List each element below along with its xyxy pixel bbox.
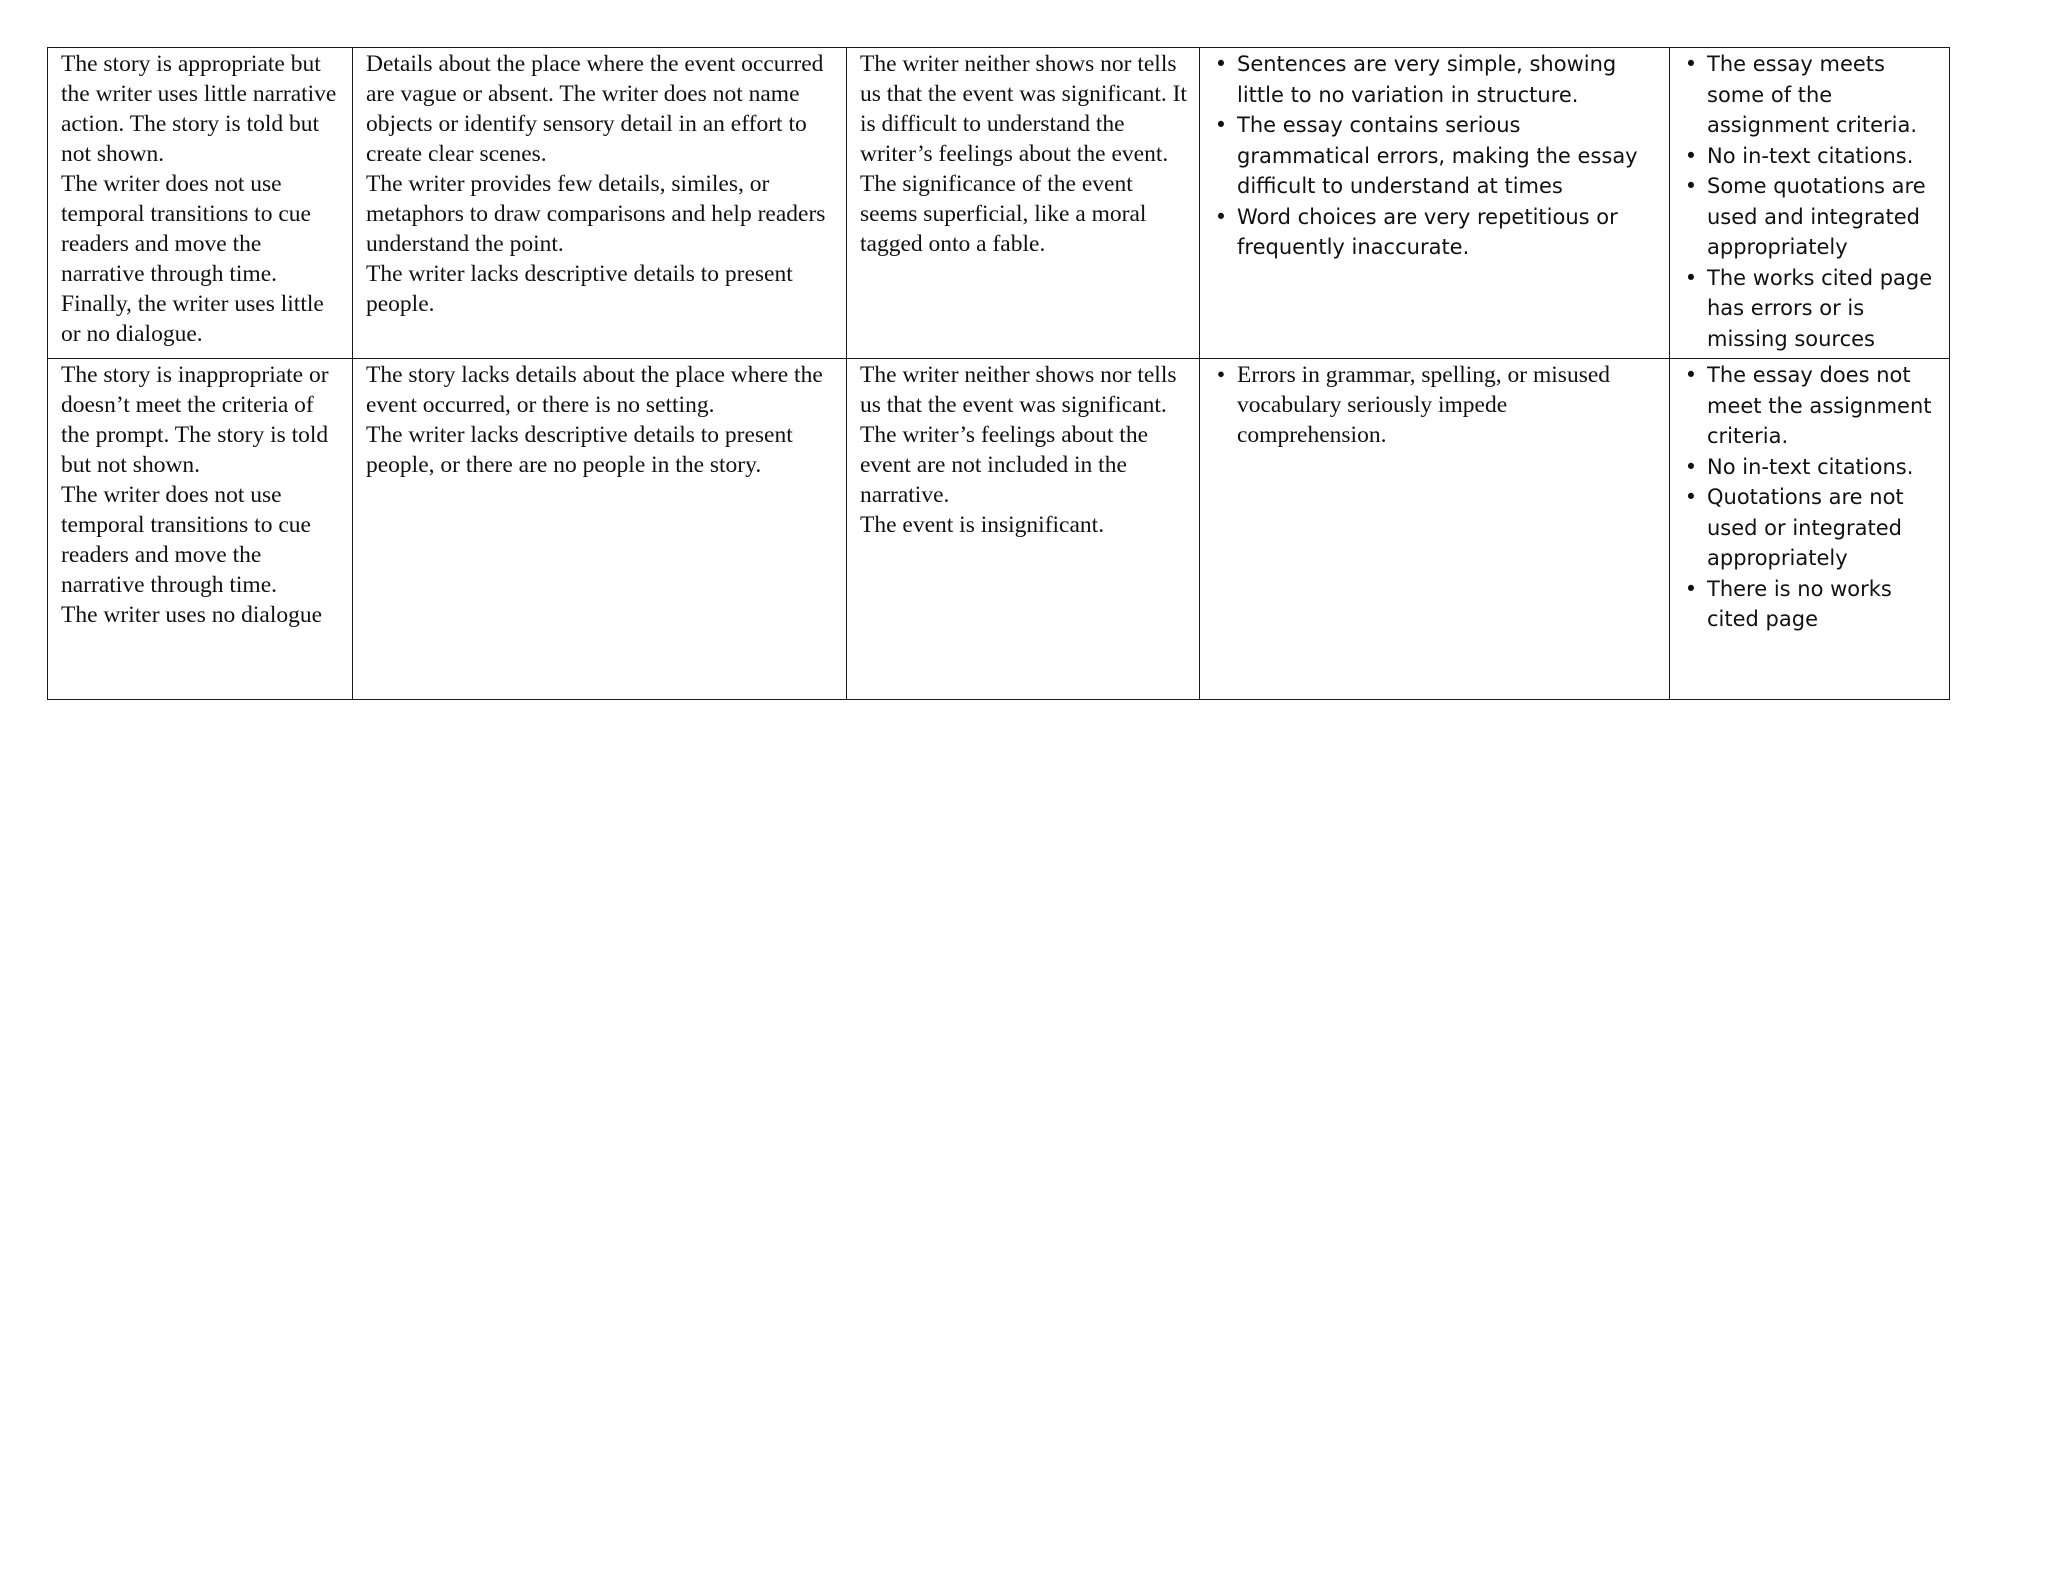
bullet-list xyxy=(1683,49,1939,354)
list-item-text: No in-text citations. xyxy=(1707,143,1914,168)
setting-cell xyxy=(353,359,847,700)
list-item xyxy=(1683,482,1939,574)
list-item-text: Quotations are not used or integrated appropriately xyxy=(1707,485,1904,570)
cell-paragraph: The story is appropriate but the writer uses little narrative action. The story is told but not shown. xyxy=(61,51,337,167)
cell-paragraph: Details about the place where the event occurred are vague or absent. The writer does not name objects or identify sensory detail in an effort to create clear scenes. xyxy=(366,51,824,167)
list-item-text: The essay does not meet the assignment criteria. xyxy=(1707,363,1932,448)
cell-paragraph: The event is insignificant. xyxy=(860,512,1105,538)
list-item xyxy=(1683,171,1939,263)
list-item-text: Errors in grammar, spelling, or misused vocabulary seriously impede comprehension. xyxy=(1237,362,1611,448)
list-item-text: There is no works cited page xyxy=(1707,576,1892,631)
list-item-text: The works cited page has errors or is missing sources xyxy=(1707,265,1933,351)
bullet-icon: • xyxy=(1684,143,1698,168)
list-item xyxy=(1213,202,1659,263)
research-cell xyxy=(1670,359,1950,700)
bullet-icon: • xyxy=(1684,485,1698,509)
bullet-icon: • xyxy=(1684,454,1698,479)
list-item xyxy=(1683,263,1939,355)
cell-paragraph: The significance of the event seems superficial, like a moral tagged onto a fable. xyxy=(860,171,1147,257)
bullet-list xyxy=(1683,360,1939,635)
bullet-list xyxy=(1213,49,1659,263)
narrative-cell xyxy=(48,359,353,700)
bullet-icon: • xyxy=(1684,52,1698,76)
bullet-icon: • xyxy=(1684,363,1698,387)
cell-paragraph: The story lacks details about the place where the event occurred, or there is no setting. xyxy=(366,362,823,418)
significance-cell xyxy=(847,359,1200,700)
bullet-icon: • xyxy=(1214,52,1228,76)
list-item-text: The essay contains serious grammatical errors, making the essay difficult to understand at times xyxy=(1237,113,1638,198)
cell-paragraph: The writer neither shows nor tells us that the event was significant. The writer’s feelings about the event are not included in the narrative. xyxy=(860,362,1177,508)
list-item xyxy=(1213,110,1659,202)
setting-cell xyxy=(353,48,847,359)
cell-paragraph: The writer lacks descriptive details to present people, or there are no people in the story. xyxy=(366,422,793,478)
bullet-icon: • xyxy=(1214,204,1228,229)
rubric-row-1 xyxy=(48,48,1950,359)
list-item xyxy=(1683,49,1939,141)
bullet-icon: • xyxy=(1216,362,1226,388)
list-item xyxy=(1683,141,1939,172)
research-cell xyxy=(1670,48,1950,359)
bullet-icon: • xyxy=(1684,576,1698,601)
cell-paragraph: Finally, the writer uses little or no dialogue. xyxy=(61,291,324,347)
list-item-text: Word choices are very repetitious or frequently inaccurate. xyxy=(1237,204,1618,259)
significance-cell xyxy=(847,48,1200,359)
rubric-row-2 xyxy=(48,359,1950,700)
list-item xyxy=(1683,574,1939,635)
list-item-text: Sentences are very simple, showing little to no variation in structure. xyxy=(1237,52,1617,107)
cell-paragraph: The writer does not use temporal transitions to cue readers and move the narrative through time. xyxy=(61,482,311,598)
bullet-icon: • xyxy=(1684,265,1698,290)
conventions-cell xyxy=(1200,48,1670,359)
bullet-icon: • xyxy=(1214,113,1228,137)
cell-paragraph: The writer neither shows nor tells us that the event was significant. It is difficult to understand the writer’s feelings about the event. xyxy=(860,51,1187,167)
cell-paragraph: The writer provides few details, similes, or metaphors to draw comparisons and help readers understand the point. xyxy=(366,171,826,257)
list-item xyxy=(1213,49,1659,110)
list-item-text: No in-text citations. xyxy=(1707,454,1914,479)
rubric-table xyxy=(47,47,1950,700)
list-item xyxy=(1683,452,1939,483)
list-item-text: Some quotations are used and integrated appropriately xyxy=(1707,174,1926,259)
cell-paragraph: The writer does not use temporal transitions to cue readers and move the narrative through time. xyxy=(61,171,311,287)
list-item xyxy=(1213,360,1659,450)
conventions-cell xyxy=(1200,359,1670,700)
list-item-text: The essay meets some of the assignment criteria. xyxy=(1707,52,1917,137)
cell-paragraph: The writer uses no dialogue xyxy=(61,602,323,628)
list-item xyxy=(1683,360,1939,452)
bullet-list xyxy=(1213,360,1659,450)
bullet-icon: • xyxy=(1684,174,1698,198)
cell-paragraph: The story is inappropriate or doesn’t meet the criteria of the prompt. The story is told but not shown. xyxy=(61,362,329,478)
cell-paragraph: The writer lacks descriptive details to present people. xyxy=(366,261,793,317)
narrative-cell xyxy=(48,48,353,359)
